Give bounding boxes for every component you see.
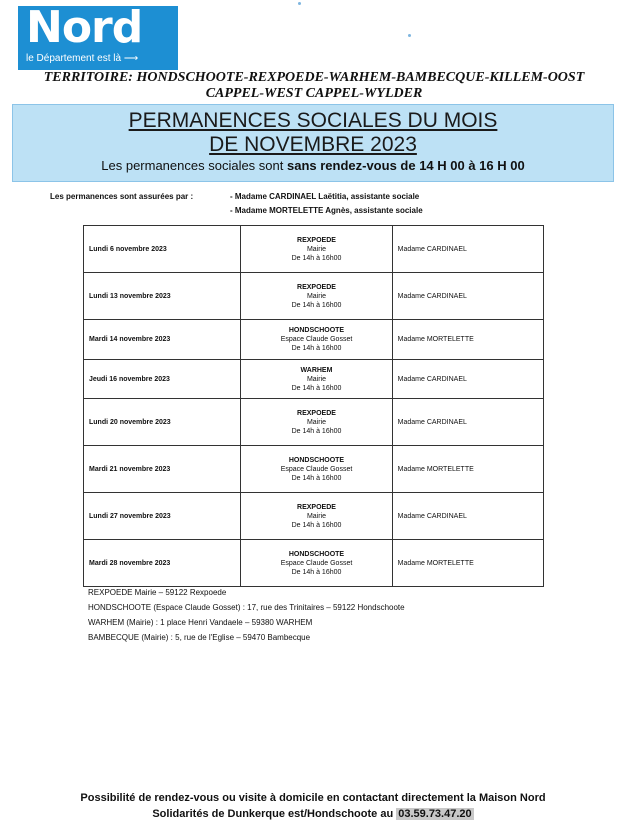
subtitle-hours: sans rendez-vous de 14 H 00 à 16 H 00 (286, 158, 525, 173)
row-date: Lundi 20 novembre 2023 (84, 399, 241, 446)
place-hours: De 14h à 16h00 (291, 301, 342, 309)
address-rexpoede: REXPOEDE Mairie – 59122 Rexpoede (88, 588, 227, 597)
table-row (84, 540, 544, 587)
place-name: REXPOEDE (297, 503, 336, 511)
place-hours: De 14h à 16h00 (291, 474, 342, 482)
place-venue: Mairie (306, 512, 327, 520)
table-row (84, 399, 544, 446)
scan-speck (298, 2, 301, 5)
row-person: Madame CARDINAEL (392, 399, 543, 446)
table-row (84, 493, 544, 540)
footer-line-2 (20, 806, 606, 822)
place-name: HONDSCHOOTE (288, 327, 345, 334)
title-line-2: DE NOVEMBRE 2023 (209, 133, 417, 156)
title-line-1: PERMANENCES SOCIALES DU MOIS (128, 109, 498, 132)
row-place (241, 540, 392, 587)
place-hours: De 14h à 16h00 (291, 384, 342, 392)
logo-tagline: le Département est là ⟶ (26, 53, 139, 64)
place-venue: Espace Claude Gosset (280, 465, 353, 473)
footer-line-1: Possibilité de rendez-vous ou visite à domicile en contactant directement la Maison Nord (80, 792, 546, 804)
table-row (84, 320, 544, 360)
territoire-header (14, 70, 614, 102)
row-person: Madame CARDINAEL (392, 360, 543, 399)
row-place (241, 320, 392, 360)
address-warhem: WARHEM (Mairie) : 1 place Henri Vandaele – 59380 WARHEM (88, 618, 313, 627)
territoire-line-1: TERRITOIRE: HONDSCHOOTE-REXPOEDE-WARHEM-BAMBECQUE-KILLEM-OOST (43, 70, 585, 85)
row-person: Madame MORTELETTE (392, 320, 543, 360)
row-date: Jeudi 16 novembre 2023 (84, 360, 241, 399)
address-bambecque: BAMBECQUE (Mairie) : 5, rue de l'Eglise – 59470 Bambecque (88, 633, 311, 642)
place-name: HONDSCHOOTE (288, 456, 345, 464)
place-name: HONDSCHOOTE (288, 550, 345, 558)
table-row (84, 226, 544, 273)
schedule-table (83, 225, 544, 587)
place-hours: De 14h à 16h00 (291, 345, 342, 352)
place-hours: De 14h à 16h00 (291, 521, 342, 529)
phone-number: 03.59.73.47.20 (398, 808, 472, 820)
row-date: Mardi 28 novembre 2023 (84, 540, 241, 587)
territoire-line-2: CAPPEL-WEST CAPPEL-WYLDER (205, 86, 423, 101)
place-name: REXPOEDE (297, 236, 336, 244)
table-row (84, 273, 544, 320)
row-date: Lundi 27 novembre 2023 (84, 493, 241, 540)
row-person: Madame MORTELETTE (392, 540, 543, 587)
place-hours: De 14h à 16h00 (291, 427, 342, 435)
footer-line-2-text: Solidarités de Dunkerque est/Hondschoote au (152, 808, 397, 820)
place-hours: De 14h à 16h00 (291, 254, 342, 262)
place-venue: Espace Claude Gosset (280, 336, 353, 343)
subtitle-prefix: Les permanences sociales sont (101, 158, 287, 173)
footer-contact (20, 790, 606, 822)
place-venue: Mairie (306, 418, 327, 426)
row-place (241, 226, 392, 273)
row-place (241, 399, 392, 446)
assistant-2: - Madame MORTELETTE Agnès, assistante sociale (230, 206, 423, 215)
place-hours: De 14h à 16h00 (291, 568, 342, 576)
assurees-label: Les permanences sont assurées par : (50, 192, 194, 201)
row-person: Madame CARDINAEL (392, 226, 543, 273)
row-place (241, 493, 392, 540)
row-date: Lundi 6 novembre 2023 (84, 226, 241, 273)
nord-logo (18, 2, 178, 70)
scan-speck (408, 34, 411, 37)
address-hondschoote: HONDSCHOOTE (Espace Claude Gosset) : 17, rue des Trinitaires – 59122 Hondschoote (88, 603, 405, 612)
title-banner (12, 104, 614, 182)
row-place (241, 273, 392, 320)
table-row (84, 360, 544, 399)
place-venue: Espace Claude Gosset (280, 559, 353, 567)
place-venue: Mairie (306, 375, 327, 383)
row-date: Lundi 13 novembre 2023 (84, 273, 241, 320)
place-name: REXPOEDE (297, 409, 336, 417)
row-place (241, 446, 392, 493)
logo-word: Nord (26, 2, 143, 53)
subtitle (13, 158, 613, 173)
row-person: Madame MORTELETTE (392, 446, 543, 493)
place-name: WARHEM (300, 366, 333, 374)
place-venue: Mairie (306, 292, 327, 300)
place-venue: Mairie (306, 245, 327, 253)
assistant-1: - Madame CARDINAEL Laëtitia, assistante sociale (230, 192, 420, 201)
table-row (84, 446, 544, 493)
row-date: Mardi 14 novembre 2023 (84, 320, 241, 360)
row-person: Madame CARDINAEL (392, 273, 543, 320)
row-person: Madame CARDINAEL (392, 493, 543, 540)
place-name: REXPOEDE (297, 283, 336, 291)
row-date: Mardi 21 novembre 2023 (84, 446, 241, 493)
row-place (241, 360, 392, 399)
